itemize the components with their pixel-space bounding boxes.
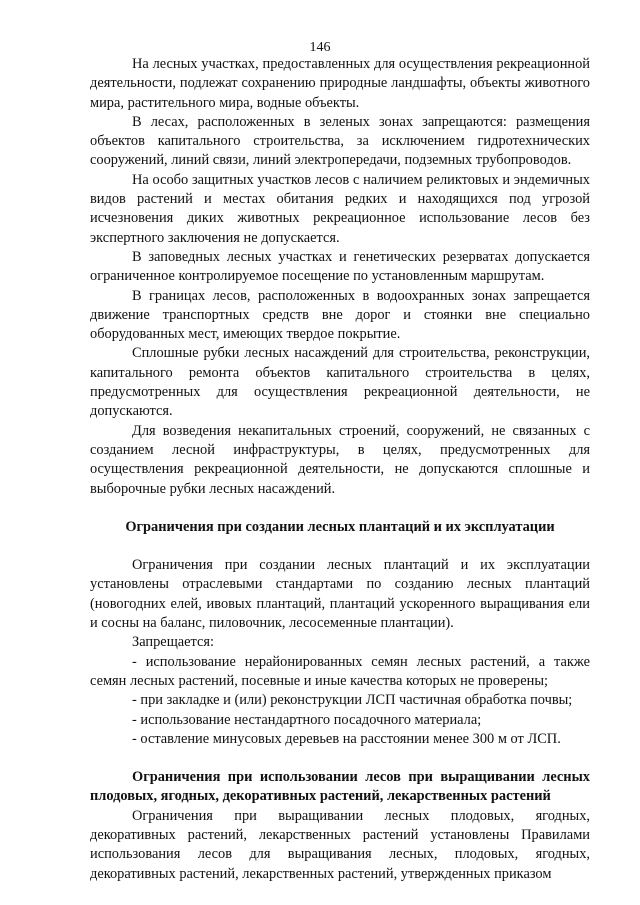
document-body (90, 55, 590, 884)
spacer (90, 499, 590, 518)
paragraph: В границах лесов, расположенных в водоохранных зонах запрещается движение транспортных средств вне дорог и стоянки вне специально оборудованных мест, имеющих твердое покрытие. (90, 287, 590, 343)
list-item: - при закладке и (или) реконструкции ЛСП частичная обработка почвы; (132, 692, 573, 709)
spacer (90, 749, 590, 768)
paragraph: Для возведения некапитальных строений, сооружений, не связанных с созданием лесной инфраструктуры, в целях, предусмотренных для осуществления рекреационной деятельности, не допускаются сплошные и выборочные рубки лесных насаждений. (90, 422, 590, 497)
list-item: - оставление минусовых деревьев на расстоянии менее 300 м от ЛСП. (132, 730, 561, 747)
list-item: - использование нерайонированных семян лесных растений, а также семян лесных растений, посевные и иные качества которых не проверены; (90, 653, 590, 689)
paragraph: На особо защитных участков лесов с наличием реликтовых и эндемичных видов растений и местах обитания редких и находящихся под угрозой исчезновения диких животных рекреационное использование лесов без экспертного заключения не допускается. (90, 171, 590, 246)
spacer (90, 537, 590, 556)
paragraph: Ограничения при создании лесных плантаций и их эксплуатации установлены отраслевыми стандартами по созданию лесных плантаций (новогодних елей, ивовых плантаций, плантаций ускоренного выращивания ели и сосны на баланс, пиловочник, лесосеменные плантации). (90, 557, 590, 632)
section-heading-cultivation: Ограничения при использовании лесов при выращивании лесных плодовых, ягодных, декоративных растений, лекарственных растений (90, 769, 590, 805)
forbidden-label: Запрещается: (132, 634, 215, 651)
paragraph: Сплошные рубки лесных насаждений для строительства, реконструкции, капитального ремонта объектов капитального строительства в целях, предусмотренных для осуществления рекреационной деятельности, не допускаются. (90, 345, 590, 420)
paragraph: Ограничения при выращивании лесных плодовых, ягодных, декоративных растений, лекарственных растений установлены Правилами использования лесов для выращивания лесных, плодовых, ягодных, декоративных растений, лекарственных растений, утвержденных приказом (90, 807, 590, 882)
paragraph: В лесах, расположенных в зеленых зонах запрещаются: размещения объектов капитального строительства, за исключением гидротехнических сооружений, линий связи, линий электропередачи, подземных трубопроводов. (90, 113, 590, 169)
paragraph: В заповедных лесных участках и генетических резерватах допускается ограниченное контролируемое посещение по установленным маршрутам. (90, 248, 590, 285)
page-number: 146 (309, 40, 331, 55)
section-heading-plantations: Ограничения при создании лесных плантаций и их эксплуатации (125, 518, 555, 535)
paragraph: На лесных участках, предоставленных для осуществления рекреационной деятельности, подлежат сохранению природные ландшафты, объекты животного мира, растительного мира, водные объекты. (90, 56, 590, 111)
list-item: - использование нестандартного посадочного материала; (132, 711, 482, 728)
